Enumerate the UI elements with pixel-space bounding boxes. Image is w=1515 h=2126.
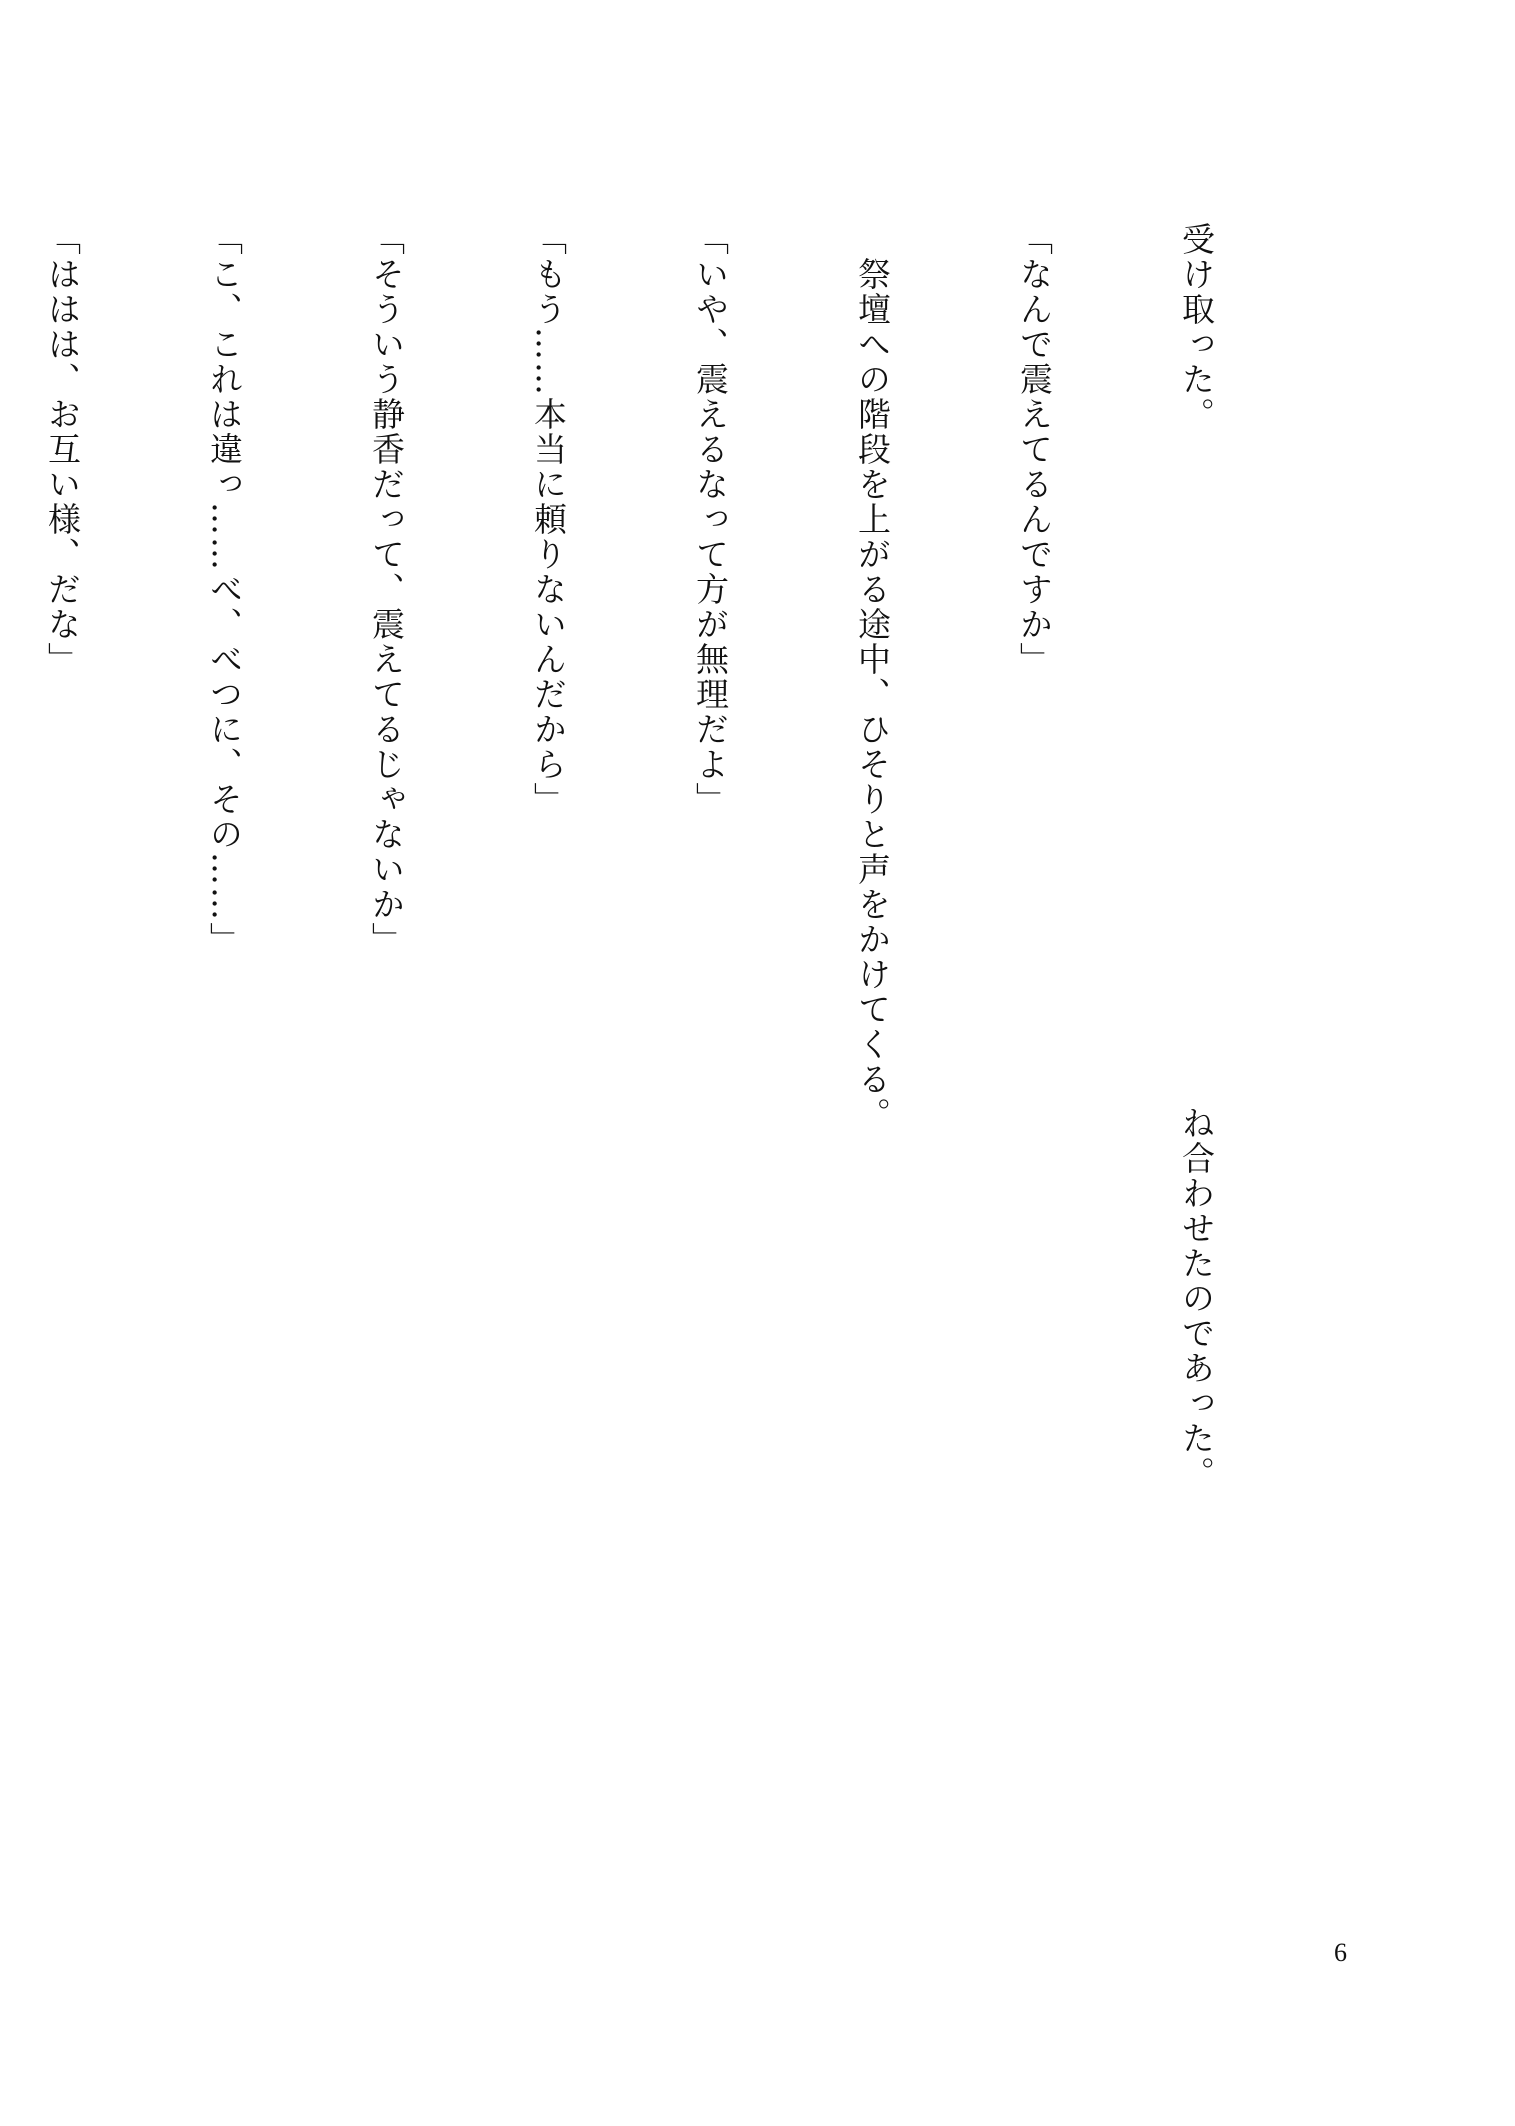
page-number: 6 [1334, 1938, 1347, 1967]
text-line: 「なんで震えてるんですか」 [1015, 222, 1054, 677]
text-line: ね合わせたのであった。 [1177, 1106, 1216, 1491]
main-text-block [0, 222, 1331, 1242]
text-line: 「ははは、お互い様、だな」 [43, 222, 82, 677]
text-line: 「もう……本当に頼りないんだから」 [529, 222, 568, 817]
continuation-text-block [1061, 1106, 1331, 1566]
text-line: 「こ、これは違っ……べ、べつに、その……」 [205, 222, 244, 957]
text-line: 祭壇への階段を上がる途中、ひそりと声をかけてくる。 [853, 222, 892, 1132]
text-line: 「そういう静香だって、震えてるじゃないか」 [367, 222, 406, 957]
text-line: 受け取った。 [1177, 222, 1216, 432]
text-line: 「いや、震えるなって方が無理だよ」 [691, 222, 730, 817]
